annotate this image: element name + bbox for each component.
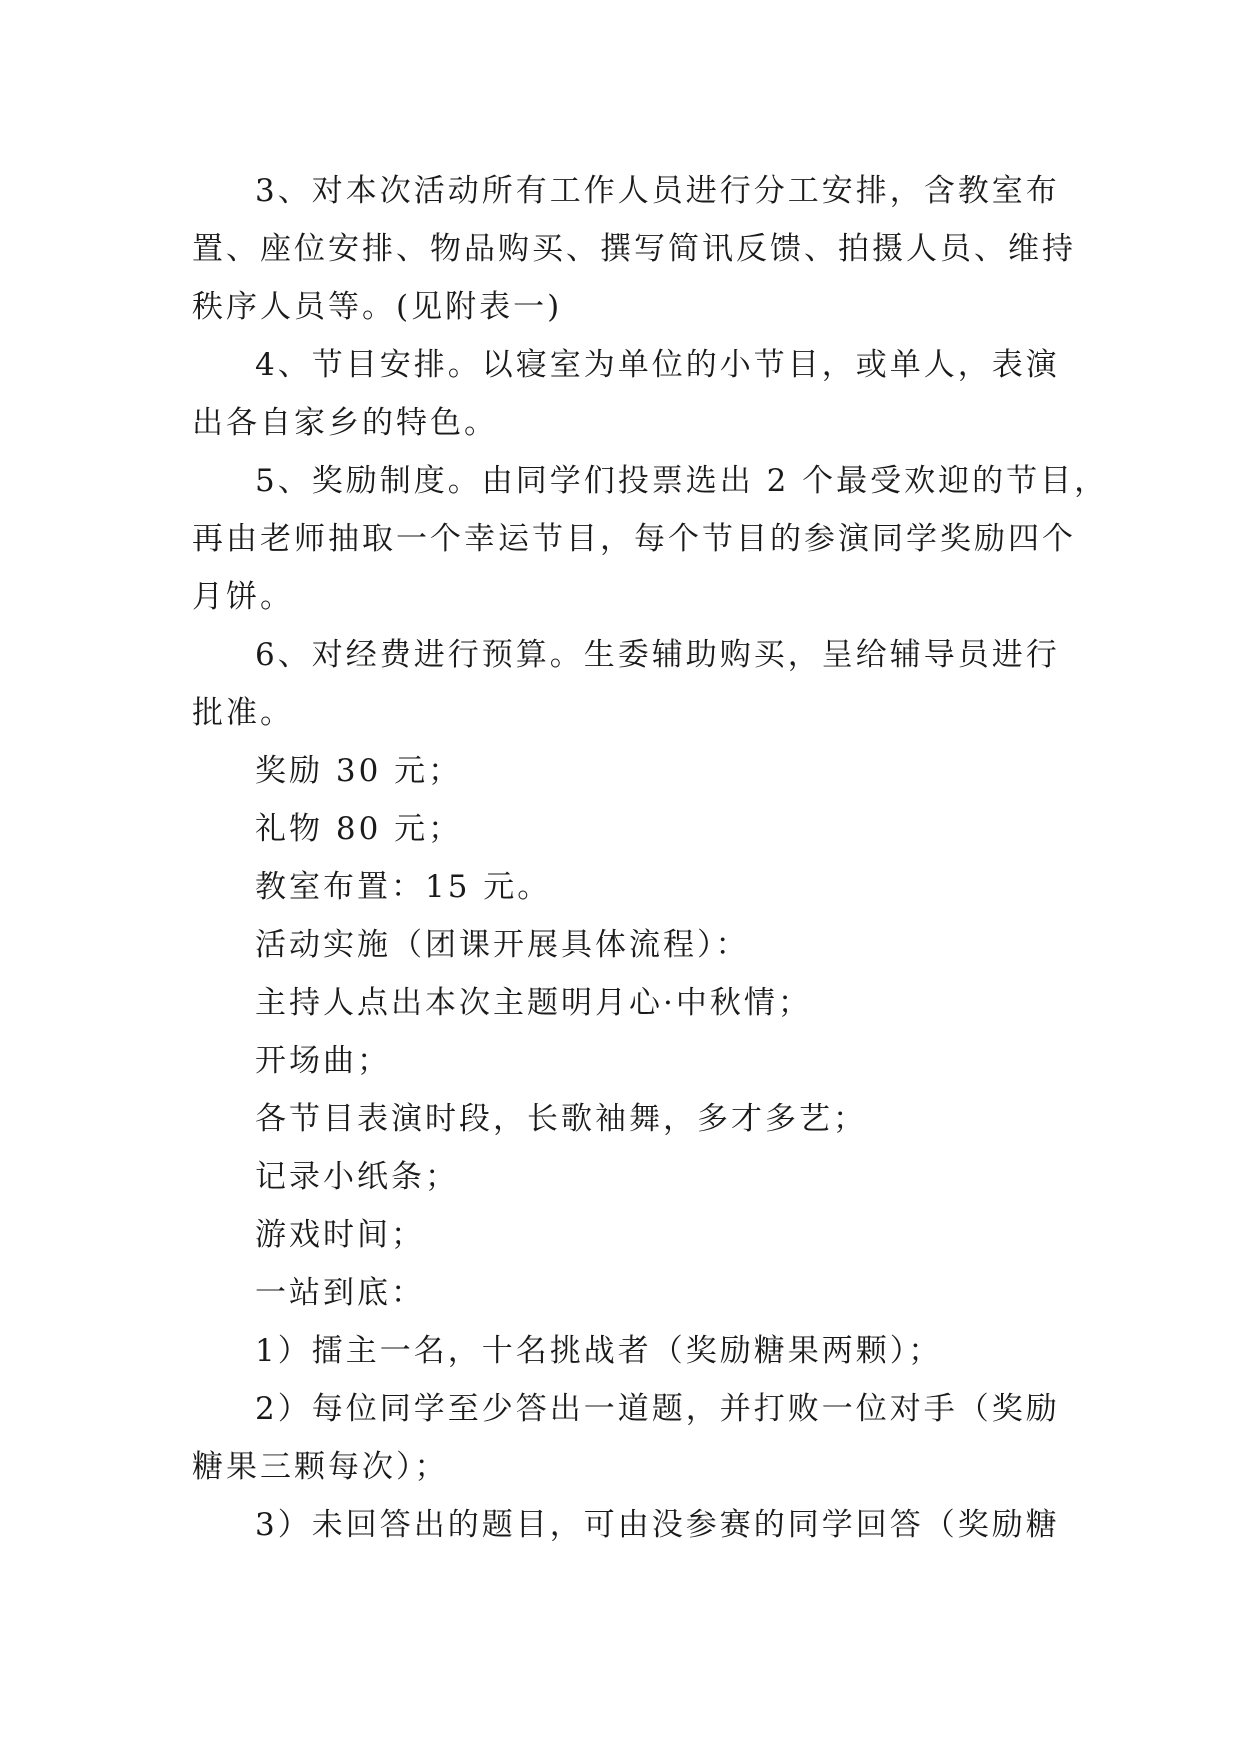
budget-item: 教室布置：15 元。 <box>255 869 552 905</box>
paragraph-line: 5、奖励制度。由同学们投票选出 2 个最受欢迎的节目， <box>255 463 1109 499</box>
paragraph-line: 6、对经费进行预算。生委辅助购买，呈给辅导员进行 <box>255 637 1060 673</box>
list-item: 开场曲； <box>255 1043 391 1079</box>
rule-item: 1）擂主一名，十名挑战者（奖励糖果两颗）； <box>255 1333 943 1369</box>
budget-item: 礼物 80 元； <box>255 811 463 847</box>
section-heading: 活动实施（团课开展具体流程）： <box>255 927 750 963</box>
paragraph-line: 3、对本次活动所有工作人员进行分工安排，含教室布 <box>255 173 1060 209</box>
list-item: 游戏时间； <box>255 1217 425 1253</box>
paragraph-line: 出各自家乡的特色。 <box>192 405 498 441</box>
list-item: 各节目表演时段，长歌袖舞，多才多艺； <box>255 1101 867 1137</box>
paragraph-line: 4、节目安排。以寝室为单位的小节目，或单人，表演 <box>255 347 1060 383</box>
paragraph-line: 置、座位安排、物品购买、撰写简讯反馈、拍摄人员、维持 <box>192 231 1076 267</box>
paragraph-line: 秩序人员等。(见附表一) <box>192 289 563 325</box>
list-item: 主持人点出本次主题明月心·中秋情； <box>255 985 812 1021</box>
list-item: 记录小纸条； <box>255 1159 459 1195</box>
rule-item: 糖果三颗每次）； <box>192 1449 449 1485</box>
list-item: 一站到底： <box>255 1275 425 1311</box>
rule-item: 2）每位同学至少答出一道题，并打败一位对手（奖励 <box>255 1391 1060 1427</box>
paragraph-line: 再由老师抽取一个幸运节目，每个节目的参演同学奖励四个 <box>192 521 1076 557</box>
rule-item: 3）未回答出的题目，可由没参赛的同学回答（奖励糖 <box>255 1507 1060 1543</box>
paragraph-line: 月饼。 <box>192 579 294 615</box>
paragraph-line: 批准。 <box>192 695 294 731</box>
budget-item: 奖励 30 元； <box>255 753 463 789</box>
document-body <box>192 162 1109 1554</box>
